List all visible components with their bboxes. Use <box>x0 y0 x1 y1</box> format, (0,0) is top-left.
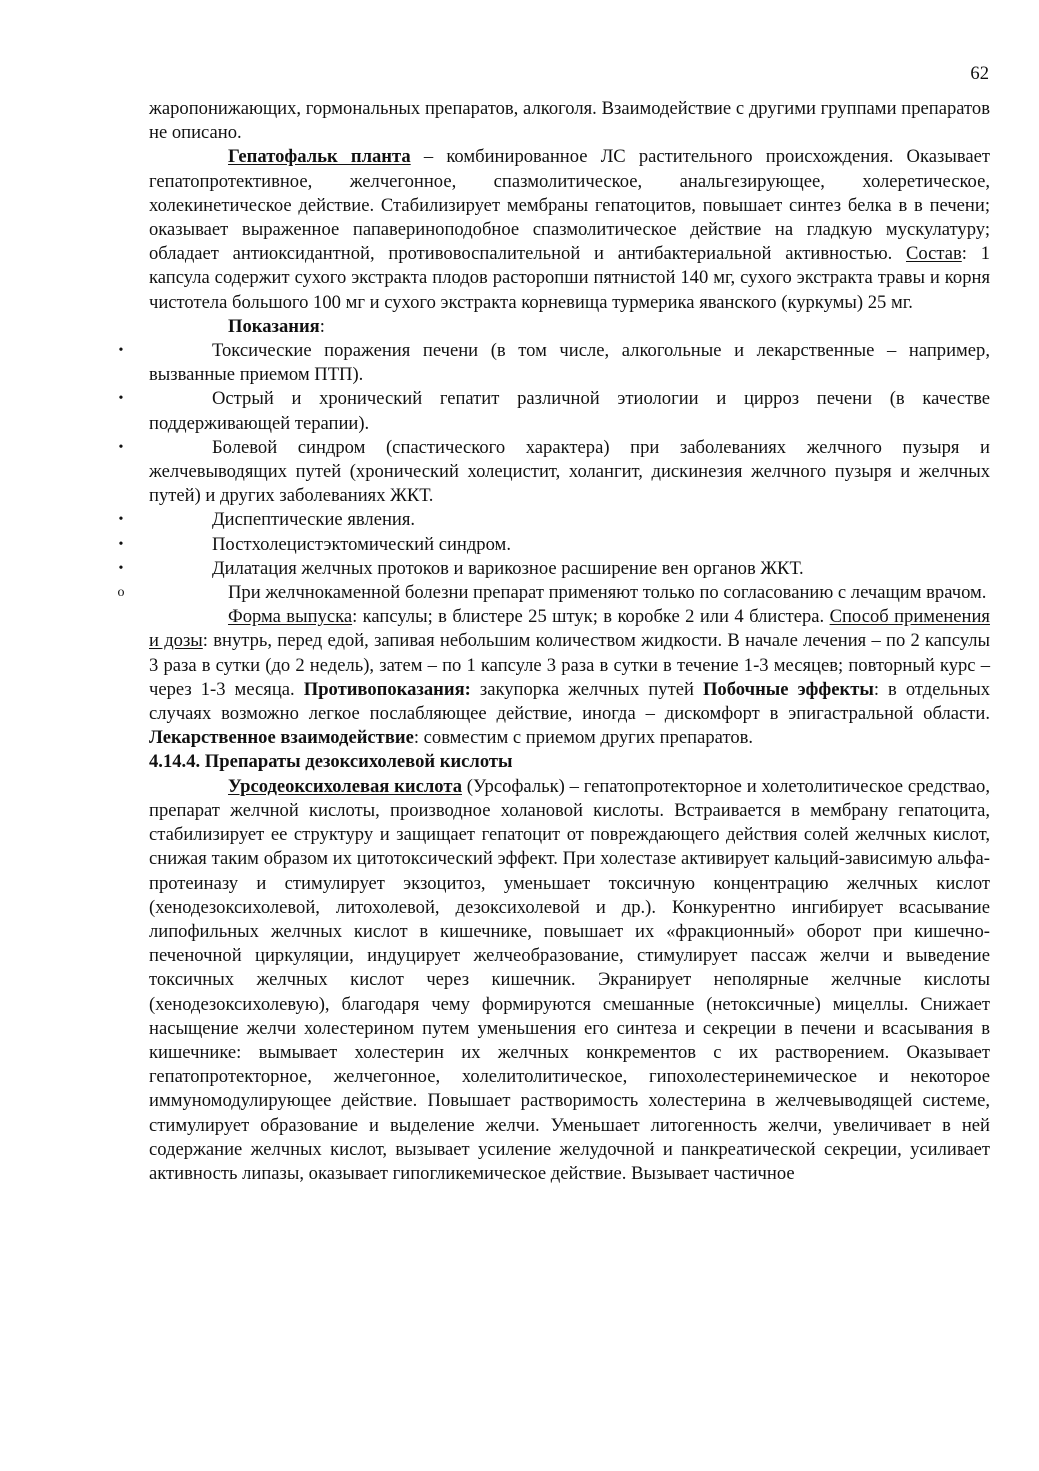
paragraph-ursodeoxycholic <box>149 775 990 1186</box>
list-item: • Болевой синдром (спастического характера) при заболеваниях желчного пузыря и желчевыводящих путей (хронический холецистит, холангит, дискинезия желчного пузыря и желчных путей) и других заболеваниях ЖКТ. <box>149 436 990 509</box>
bullet-icon: • <box>118 439 124 455</box>
paragraph-form-dosage: Форма выпуска: капсулы; в блистере 25 штук; в коробке 2 или 4 блистера. Способ применения и дозы: внутрь, перед едой, запивая небольшим количеством жидкости. В начале лечения – по 2 капсулы 3 раза в сутки (до 2 недель), затем – по 1 капсуле 3 раза в сутки в течение 1-3 месяцев; повторный курс – через 1-3 месяца. Противопоказания: закупорка желчных путей Побочные эффекты: в отдельных случаях возможно легкое послабляющее действие, иногда – дискомфорт в эпигастральной области. Лекарственное взаимодействие: совместим с приемом других препаратов. <box>149 606 990 749</box>
udca-description: (Урсофальк) – гепатопротекторное и холетолитическое средствао, препарат желчной кислоты, производное холановой кислоты. Встраивается в мембрану гепатоцита, стабилизирует ее структуру и защищает гепатоцит от повреждающего действия солей желчных кислот, снижая таким образом их цитотоксический эффект. При холестазе активирует кальций-зависимую альфа-протеиназу и стимулирует экзоцитоз, уменьшает токсичную концентрацию желчных кислот (хенодезоксихолевой, литохолевой, дезоксихолевой и др.). Конкурентно ингибирует всасывание липофильных желчных кислот в кишечнике, повышает их «фракционный» оборот при кишечно-печеночной циркуляции, индуцирует желчеобразование, стимулирует пассаж желчи и выведение токсичных желчных кислот через кишечник. Экранирует неполярные желчные кислоты (хенодезоксихолевую), благодаря чему формируются смешанные (нетоксичные) мицеллы. Снижает насыщение желчи холестерином путем уменьшения его синтеза и секреции в печени и всасывания в кишечнике: вымывает холестерин их желчных конкрементов с их растворением. Оказывает гепатопротекторное, желчегонное, холелитолитическое, гипохолестеринемическое и некоторое иммуномодулирующее действие. Повышает растворимость холестерина в желчевыводящей системе, стимулирует образование и выделение желчи. Уменьшает литогенность желчи, увеличивает в ней содержание желчных кислот, вызывает усиление желудочной и панкреатической секреции, усиливает активность липазы, оказывает гипогликемическое действие. Вызывает частичное <box>149 775 990 1184</box>
interaction-label: Лекарственное взаимодействие <box>149 727 414 749</box>
section-title: 4.14.4. Препараты дезоксихолевой кислоты <box>149 751 513 773</box>
bullet-icon: • <box>118 560 124 576</box>
page-number: 62 <box>970 63 989 84</box>
list-item: • Постхолецистэктомический синдром. <box>149 533 990 557</box>
indications-heading: Показания: <box>228 315 325 337</box>
composition-text: : 1 капсула содержит сухого экстракта плодов расторопши пятнистой 140 мг, сухого экстракта травы и корня чистотела большого 100 мг и сухого экстракта корневища турмерика яванского (куркумы) 25 мг. <box>149 243 990 313</box>
page-content <box>117 97 990 1186</box>
paragraph-hepatofalk <box>149 145 990 314</box>
bullet-icon: • <box>118 391 124 407</box>
drug-name-udca: Урсодеоксихолевая кислота <box>228 775 462 797</box>
dosage-label: Способ применения и дозы <box>149 606 990 652</box>
bullet-icon: • <box>118 512 124 528</box>
paragraph-continuation: жаропонижающих, гормональных препаратов, алкоголя. Взаимодействие с другими группами препаратов не описано. <box>149 98 990 144</box>
side-effects-label: Побочные эффекты <box>702 678 874 700</box>
composition-label: Состав <box>905 243 962 265</box>
bullet-icon: • <box>118 343 124 359</box>
list-item: • Дилатация желчных протоков и варикозное расширение вен органов ЖКТ. <box>149 557 990 581</box>
list-item: • Острый и хронический гепатит различной этиологии и цирроз печени (в качестве поддерживающей терапии). <box>149 387 990 435</box>
bullet-icon: • <box>118 536 124 552</box>
list-subitem: o При желчнокаменной болезни препарат применяют только по согласованию с лечащим врачом. <box>149 581 990 605</box>
circle-bullet-icon: o <box>117 585 125 601</box>
contraindications-label: Противопоказания: <box>303 678 471 700</box>
list-item: • Диспептические явления. <box>149 508 990 532</box>
list-item: • Токсические поражения печени (в том числе, алкогольные и лекарственные – например, вызванные приемом ПТП). <box>149 339 990 387</box>
indications-list <box>117 339 990 605</box>
drug-name-hepatofalk: Гепатофальк планта <box>228 146 411 168</box>
form-label: Форма выпуска <box>228 606 353 628</box>
hepatofalk-description: – комбинированное ЛС растительного происхождения. Оказывает гепатопротективное, желчегонное, спазмолитическое, анальгезирующее, холеретическое, холекинетическое действие. Стабилизирует мембраны гепатоцитов, повышает синтез белка в в печени; оказывает выраженное папавериноподобное спазмолитическое действие на гладкую мускулатуру; обладает антиоксидантной, противовоспалительной и антибактериальной активностью. <box>149 146 990 265</box>
